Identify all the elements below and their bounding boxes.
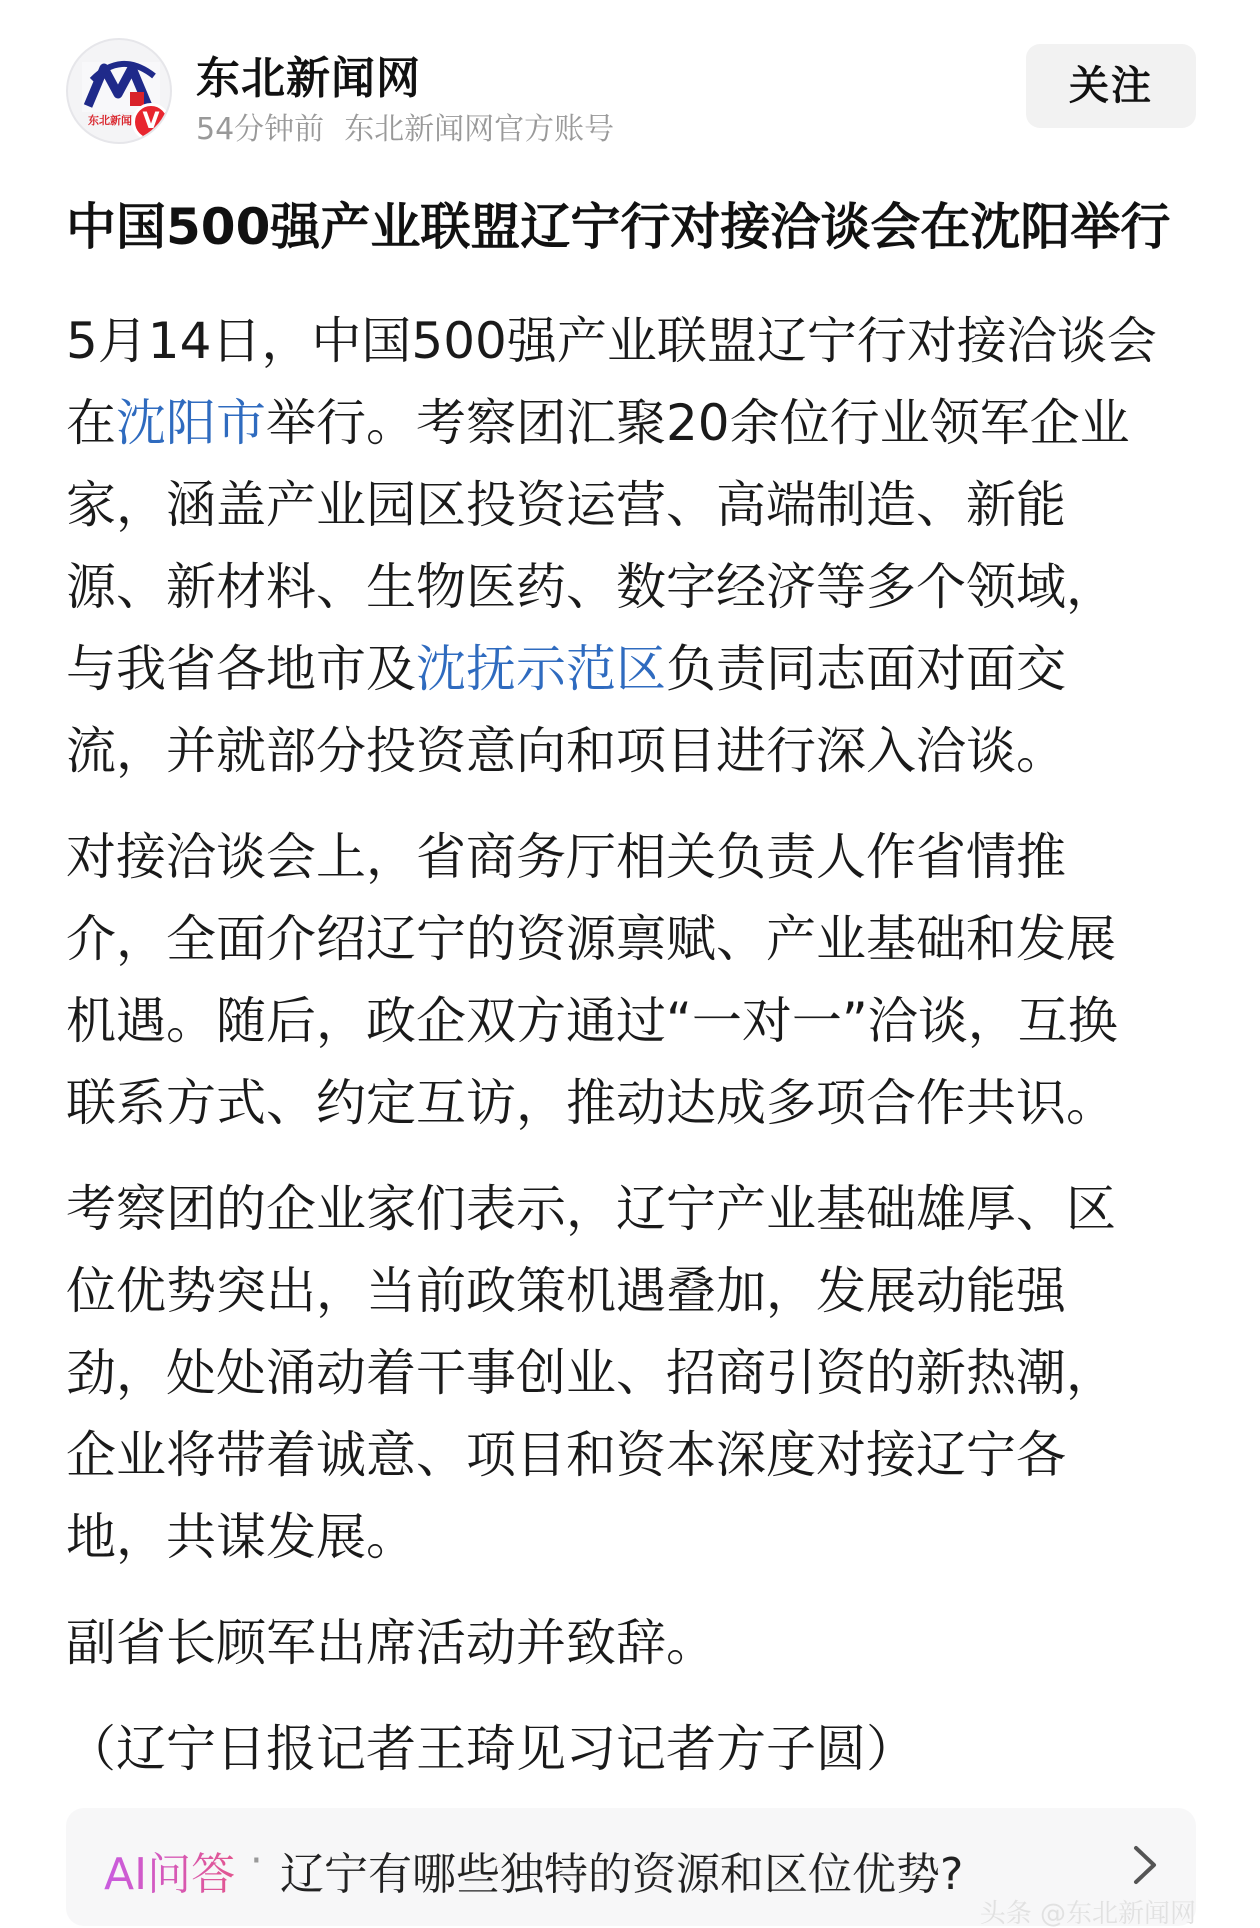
article-body: [66, 300, 1196, 1814]
ai-qa-bar[interactable]: [66, 1808, 1196, 1926]
verified-badge-icon: V: [132, 103, 170, 141]
text-line: 地，共谋发展。: [66, 1508, 416, 1566]
text-span: 举行。考察团汇聚20余位行业领军企业: [266, 394, 1130, 452]
paragraph-2: [66, 816, 1196, 1144]
text-line: 考察团的企业家们表示，辽宁产业基础雄厚、区: [66, 1180, 1116, 1238]
ai-question-text: 辽宁有哪些独特的资源和区位优势?: [280, 1849, 964, 1900]
author-name[interactable]: 东北新闻网: [196, 53, 421, 104]
watermark: 头条 @东北新闻网: [979, 1899, 1196, 1928]
post-meta: [196, 104, 614, 148]
text-line: （辽宁日报记者王琦见习记者方子圆）: [66, 1720, 916, 1778]
text-line: 劲，处处涌动着干事创业、招商引资的新热潮，: [66, 1344, 1116, 1402]
separator-dot: ·: [250, 1838, 263, 1884]
paragraph-4: [66, 1602, 1196, 1684]
logo-text: 东北新闻: [88, 114, 132, 127]
author-avatar[interactable]: [66, 38, 172, 144]
reporter-credit: [66, 1708, 1196, 1790]
text-line: 对接洽谈会上，省商务厅相关负责人作省情推: [66, 828, 1066, 886]
text-span: 负责同志面对面交: [666, 640, 1066, 698]
text-span: 在: [66, 394, 116, 452]
link-shenfu-demo-zone[interactable]: 沈抚示范区: [416, 640, 666, 698]
text-line: [66, 382, 1196, 464]
text-line: 企业将带着诚意、项目和资本深度对接辽宁各: [66, 1426, 1066, 1484]
ai-qa-label: AI问答: [104, 1838, 235, 1902]
account-type: 东北新闻网官方账号: [344, 112, 615, 147]
text-line: 介，全面介绍辽宁的资源禀赋、产业基础和发展: [66, 910, 1116, 968]
text-line: 源、新材料、生物医药、数字经济等多个领域，: [66, 558, 1116, 616]
post-time: 54分钟前: [196, 112, 325, 147]
text-line: 流，并就部分投资意向和项目进行深入洽谈。: [66, 722, 1066, 780]
text-span: 与我省各地市及: [66, 640, 416, 698]
text-line: [66, 628, 1196, 710]
follow-button[interactable]: 关注: [1026, 44, 1196, 128]
article-title: 中国500强产业联盟辽宁行对接洽谈会在沈阳举行: [66, 198, 1171, 256]
text-line: 副省长顾军出席活动并致辞。: [66, 1614, 716, 1672]
author-header: [66, 38, 1196, 148]
paragraph-3: [66, 1168, 1196, 1578]
text-line: 位优势突出，当前政策机遇叠加，发展动能强: [66, 1262, 1066, 1320]
text-line: 5月14日，中国500强产业联盟辽宁行对接洽谈会: [66, 312, 1157, 370]
chevron-right-icon: [1130, 1844, 1160, 1886]
link-shenyang[interactable]: 沈阳市: [116, 394, 266, 452]
text-line: 联系方式、约定互访，推动达成多项合作共识。: [66, 1074, 1116, 1132]
text-line: 家，涵盖产业园区投资运营、高端制造、新能: [66, 476, 1066, 534]
text-line: 机遇。随后，政企双方通过“一对一”洽谈，互换: [66, 992, 1118, 1050]
paragraph-1: [66, 300, 1196, 792]
